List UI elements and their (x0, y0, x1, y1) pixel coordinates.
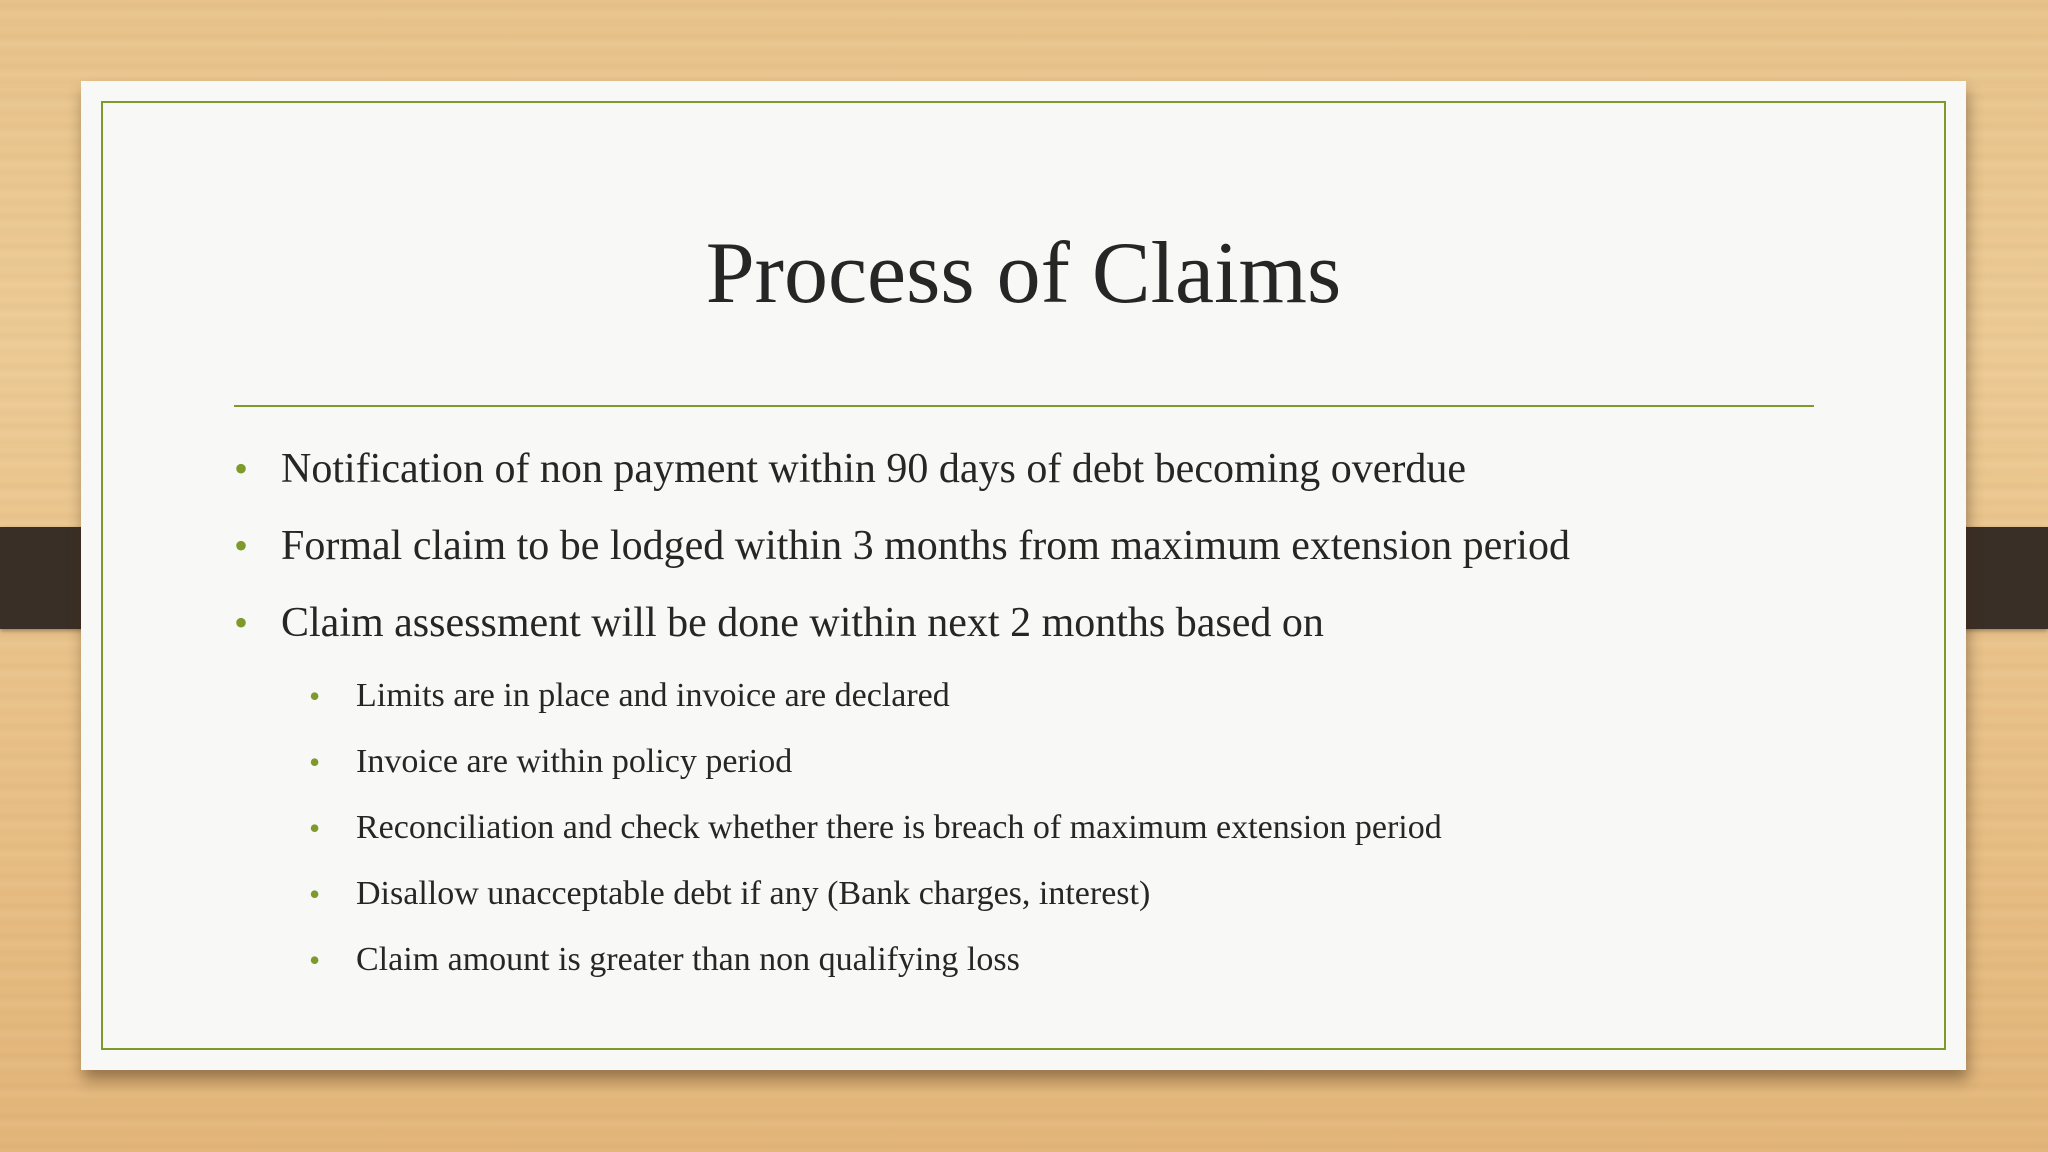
sub-bullet-item (309, 738, 1854, 804)
sub-bullet-text: Limits are in place and invoice are declared (356, 677, 950, 714)
bullet-icon: • (309, 810, 321, 846)
slide-title: Process of Claims (705, 225, 1342, 322)
bullet-icon: • (309, 744, 321, 780)
bullet-text: Notification of non payment within 90 days of debt becoming overdue (281, 446, 1467, 492)
title-divider (234, 405, 1814, 407)
bullet-icon: • (309, 876, 321, 912)
bullet-icon: • (309, 942, 321, 978)
bullet-icon: • (309, 678, 321, 714)
bullet-icon: • (234, 600, 249, 645)
bullet-item (234, 518, 1854, 595)
bullet-item (234, 441, 1854, 518)
bullet-icon: • (234, 523, 249, 568)
sub-bullet-item (309, 672, 1854, 738)
sub-bullet-item (309, 870, 1854, 936)
sub-bullet-item (309, 936, 1854, 1002)
slide (81, 81, 1966, 1070)
sub-bullet-text: Claim amount is greater than non qualifying loss (356, 941, 1020, 978)
sub-bullet-text: Invoice are within policy period (356, 743, 793, 780)
bullet-text: Claim assessment will be done within next 2 months based on (281, 600, 1324, 646)
bullet-item (234, 595, 1854, 672)
sub-bullet-item (309, 804, 1854, 870)
bullet-list (234, 441, 1854, 1002)
bullet-icon: • (234, 446, 249, 491)
bullet-text: Formal claim to be lodged within 3 months from maximum extension period (281, 523, 1570, 569)
sub-bullet-text: Disallow unacceptable debt if any (Bank charges, interest) (356, 875, 1151, 912)
sub-bullet-text: Reconciliation and check whether there is breach of maximum extension period (356, 809, 1442, 846)
